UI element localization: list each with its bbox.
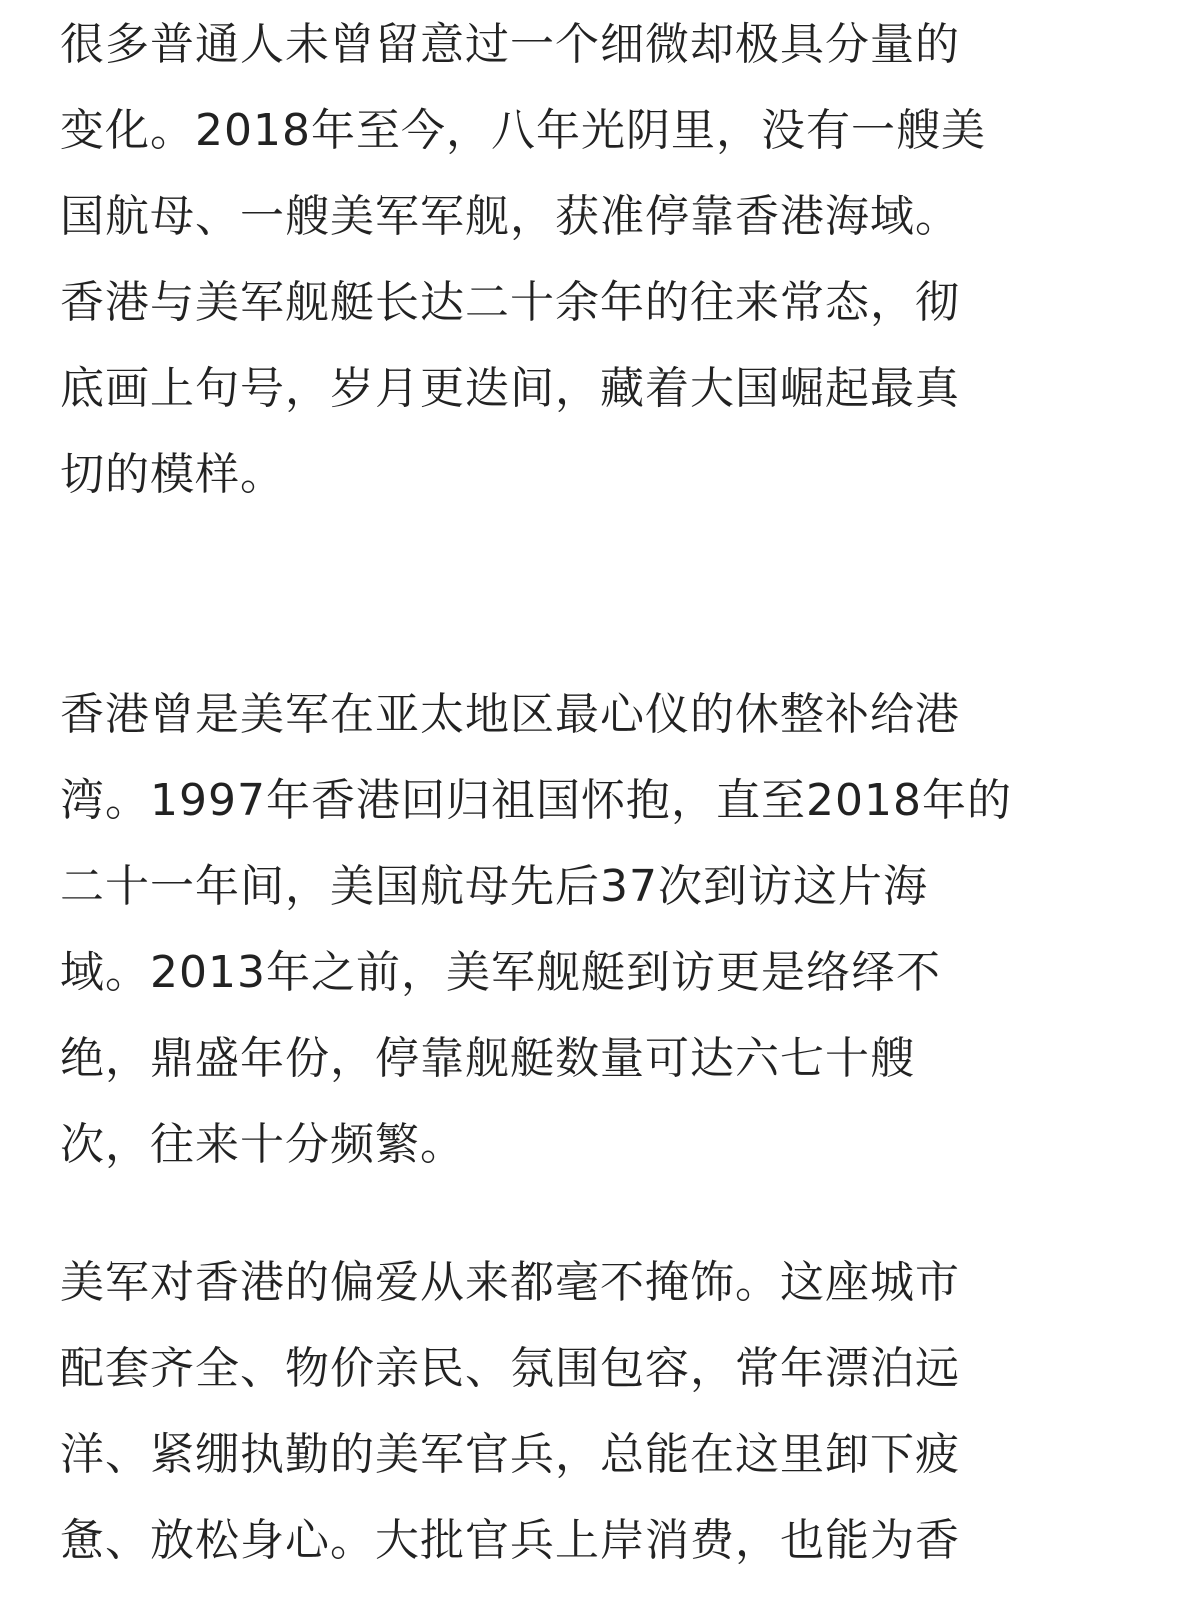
paragraph-1: 很多普通人未曾留意过一个细微却极具分量的 变化。2018年至今，八年光阴里，没有一艘美 国航母、一艘美军军舰，获准停靠香港海域。 香港与美军舰艇长达二十余年的往来常态，彻 底画上句号，岁月更迭间，藏着大国崛起最真 切的模样。 (60, 19, 986, 500)
paragraph-2: 香港曾是美军在亚太地区最心仪的休整补给港 湾。1997年香港回归祖国怀抱，直至2018年的 二十一年间，美国航母先后37次到访这片海 域。2013年之前，美军舰艇到访更是络绎不 绝，鼎盛年份，停靠舰艇数量可达六七十艘 次，往来十分频繁。 (60, 689, 1012, 1170)
paragraph-3: 美军对香港的偏爱从来都毫不掩饰。这座城市 配套齐全、物价亲民、氛围包容，常年漂泊远 洋、紧绷执勤的美军官兵，总能在这里卸下疲 惫、放松身心。大批官兵上岸消费，也能为香 (60, 1257, 960, 1566)
